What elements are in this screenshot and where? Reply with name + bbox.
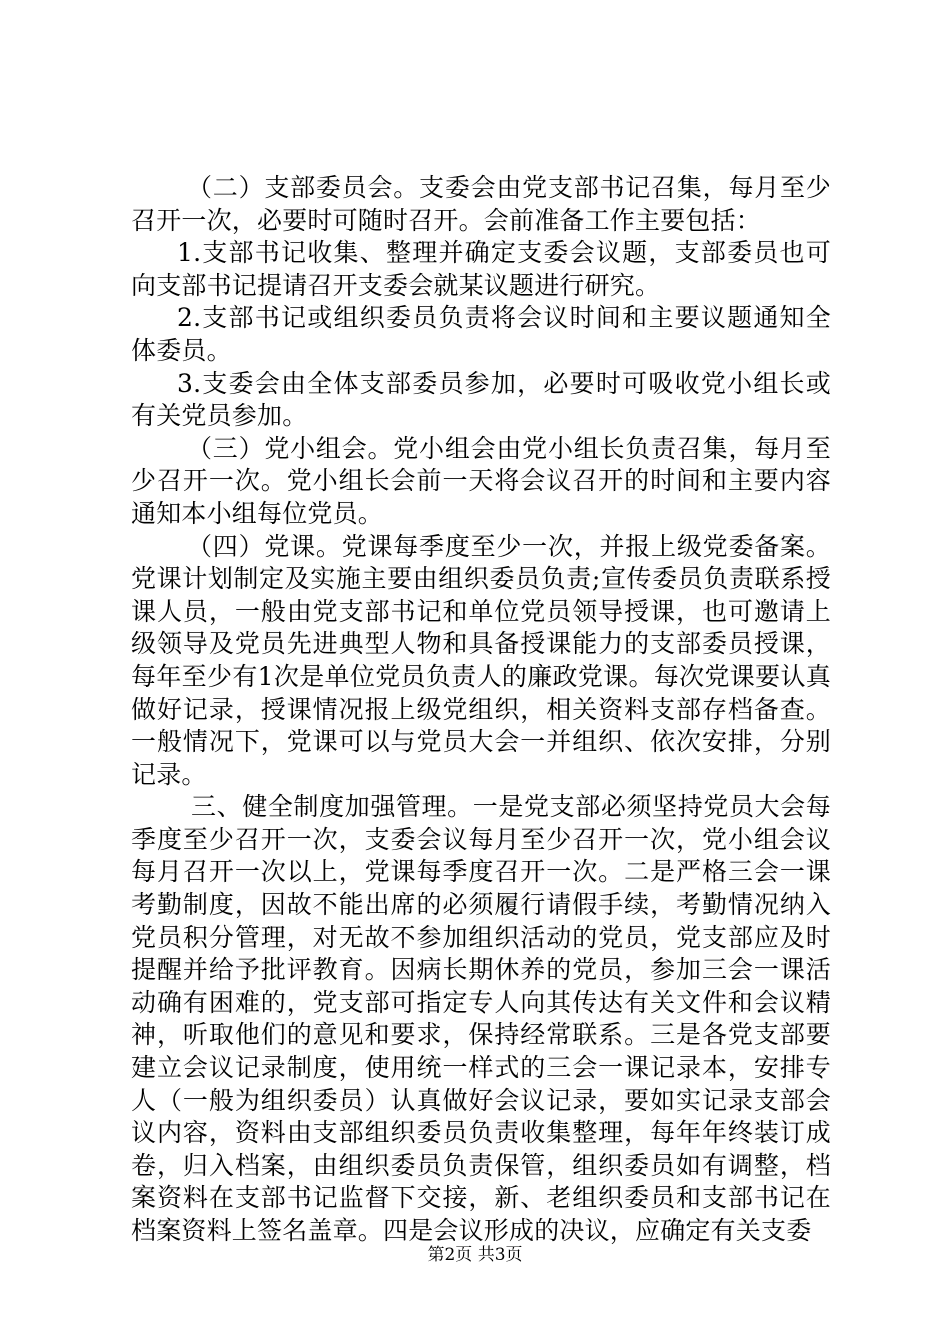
paragraph-branch-committee: （二）支部委员会。支委会由党支部书记召集，每月至少召开一次，必要时可随时召开。会前准备工作主要包括： [131,173,831,235]
page-footer: 第2页 共3页 [427,1245,523,1265]
paragraph-item-2: 2.支部书记或组织委员负责将会议时间和主要议题通知全体委员。 [131,303,831,365]
paragraph-item-3: 3.支委会由全体支部委员参加，必要时可吸收党小组长或有关党员参加。 [131,368,831,431]
paragraph-party-lecture: （四）党课。党课每季度至少一次，并报上级党委备案。党课计划制定及实施主要由组织委员负责;宣传委员负责联系授课人员，一般由党支部书记和单位党员领导授课，也可邀请上级领导及党员先进典型人物和具备授课能力的支部委员授课，每年至少有1次是单位党员负责人的廉政党课。每次党课要认真做好记录，授课情况报上级党组织，相关资料支部存档备查。一般情况下，党课可以与党员大会一并组织、依次安排，分别记录。 [131,531,831,789]
paragraph-item-1: 1.支部书记收集、整理并确定支委会议题，支部委员也可向支部书记提请召开支委会就某议题进行研究。 [131,238,831,300]
paragraph-section-three: 三、健全制度加强管理。一是党支部必须坚持党员大会每季度至少召开一次，支委会议每月至少召开一次，党小组会议每月召开一次以上，党课每季度召开一次。二是严格三会一课考勤制度，因故不能出席的必须履行请假手续，考勤情况纳入党员积分管理，对无故不参加组织活动的党员，党支部应及时提醒并给予批评教育。因病长期休养的党员，参加三会一课活动确有困难的，党支部可指定专人向其传达有关文件和会议精神，听取他们的意见和要求，保持经常联系。三是各党支部要建立会议记录制度，使用统一样式的三会一课记录本，安排专人（一般为组织委员）认真做好会议记录，要如实记录支部会议内容，资料由支部组织委员负责收集整理，每年年终装订成卷，归入档案，由组织委员负责保管，组织委员如有调整，档案资料在支部书记监督下交接，新、老组织委员和支部书记在档案资料上签名盖章。四是会议形成的决议，应确定有关支委 [131,792,831,1245]
document-body [131,172,831,1248]
paragraph-party-group-meeting: （三）党小组会。党小组会由党小组长负责召集，每月至少召开一次。党小组长会前一天将会议召开的时间和主要内容通知本小组每位党员。 [131,433,831,528]
